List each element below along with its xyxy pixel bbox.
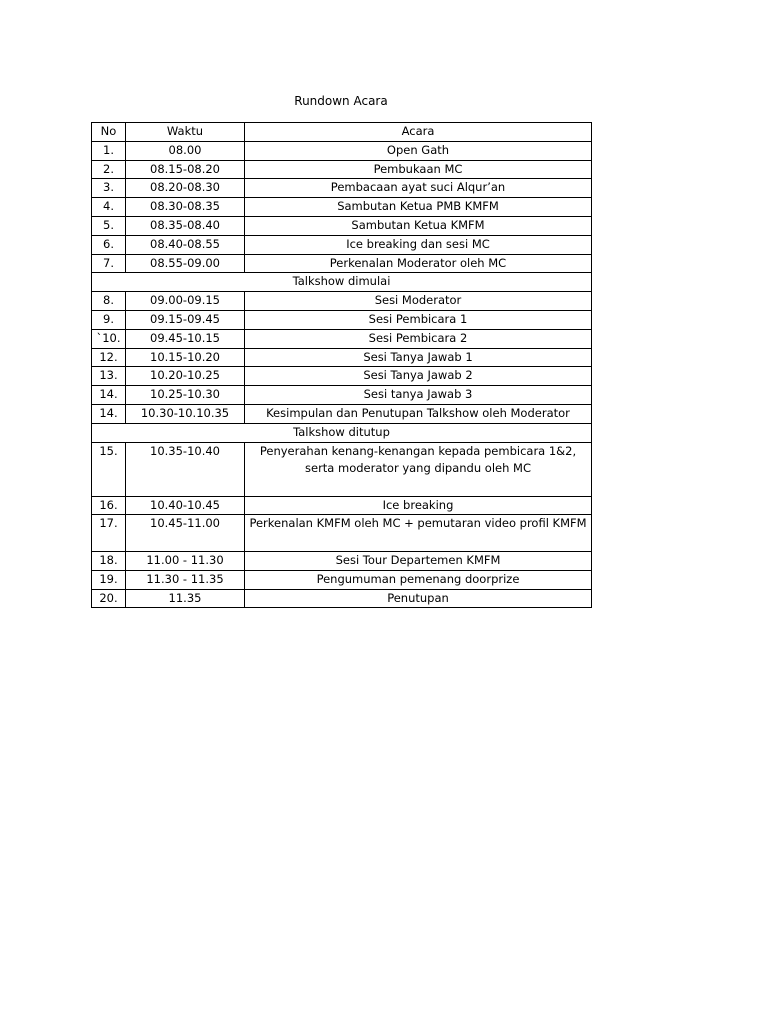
table-row	[92, 198, 592, 217]
cell-time: 11.00 - 11.30	[126, 551, 245, 570]
cell-activity: Perkenalan KMFM oleh MC + pemutaran video profil KMFM	[245, 515, 592, 552]
cell-activity: Sesi Tanya Jawab 1	[245, 348, 592, 367]
table-row	[92, 589, 592, 608]
table-row	[92, 348, 592, 367]
cell-no: 14.	[92, 404, 126, 423]
cell-time: 08.20-08.30	[126, 179, 245, 198]
table-row	[92, 496, 592, 515]
cell-no: 20.	[92, 589, 126, 608]
cell-no: 3.	[92, 179, 126, 198]
table-body	[92, 141, 592, 608]
cell-no: 13.	[92, 367, 126, 386]
cell-activity: Sesi Pembicara 1	[245, 310, 592, 329]
cell-no: 18.	[92, 551, 126, 570]
cell-time: 10.40-10.45	[126, 496, 245, 515]
table-row	[92, 404, 592, 423]
table-row	[92, 386, 592, 405]
section-row	[92, 273, 592, 292]
cell-activity: Ice breaking	[245, 496, 592, 515]
cell-no: 4.	[92, 198, 126, 217]
cell-activity: Sesi tanya Jawab 3	[245, 386, 592, 405]
cell-time: 08.00	[126, 141, 245, 160]
cell-activity: Pembacaan ayat suci Alqur’an	[245, 179, 592, 198]
cell-activity: Pembukaan MC	[245, 160, 592, 179]
cell-activity: Ice breaking dan sesi MC	[245, 235, 592, 254]
table-row	[92, 235, 592, 254]
cell-no: 12.	[92, 348, 126, 367]
cell-no: 16.	[92, 496, 126, 515]
cell-time: 11.30 - 11.35	[126, 570, 245, 589]
section-label: Talkshow ditutup	[92, 423, 592, 442]
cell-no: 8.	[92, 292, 126, 311]
table-row	[92, 570, 592, 589]
table-row	[92, 141, 592, 160]
cell-time: 10.25-10.30	[126, 386, 245, 405]
cell-no: 1.	[92, 141, 126, 160]
column-header-no: No	[92, 123, 126, 142]
cell-time: 11.35	[126, 589, 245, 608]
cell-activity: Sambutan Ketua PMB KMFM	[245, 198, 592, 217]
cell-activity: Sesi Pembicara 2	[245, 329, 592, 348]
section-label: Talkshow dimulai	[92, 273, 592, 292]
table-row	[92, 515, 592, 552]
cell-activity: Sambutan Ketua KMFM	[245, 216, 592, 235]
cell-time: 09.45-10.15	[126, 329, 245, 348]
table-row	[92, 160, 592, 179]
cell-time: 08.15-08.20	[126, 160, 245, 179]
table-row	[92, 292, 592, 311]
cell-no: 6.	[92, 235, 126, 254]
cell-time: 08.30-08.35	[126, 198, 245, 217]
cell-activity: Sesi Tour Departemen KMFM	[245, 551, 592, 570]
cell-time: 10.30-10.10.35	[126, 404, 245, 423]
table-row	[92, 310, 592, 329]
cell-time: 10.45-11.00	[126, 515, 245, 552]
cell-time: 08.35-08.40	[126, 216, 245, 235]
cell-no: 17.	[92, 515, 126, 552]
column-header-activity: Acara	[245, 123, 592, 142]
cell-time: 09.15-09.45	[126, 310, 245, 329]
cell-activity: Sesi Moderator	[245, 292, 592, 311]
rundown-table	[91, 122, 592, 608]
table-row	[92, 442, 592, 496]
column-header-time: Waktu	[126, 123, 245, 142]
table-row	[92, 551, 592, 570]
cell-activity: Kesimpulan dan Penutupan Talkshow oleh Moderator	[245, 404, 592, 423]
section-row	[92, 423, 592, 442]
cell-no: 19.	[92, 570, 126, 589]
cell-time: 10.15-10.20	[126, 348, 245, 367]
cell-activity: Penutupan	[245, 589, 592, 608]
document-title: Rundown Acara	[294, 94, 388, 108]
cell-no: 15.	[92, 442, 126, 496]
cell-activity: Pengumuman pemenang doorprize	[245, 570, 592, 589]
cell-no: `10.	[92, 329, 126, 348]
cell-no: 14.	[92, 386, 126, 405]
cell-activity: Penyerahan kenang-kenangan kepada pembicara 1&2, serta moderator yang dipandu oleh MC	[245, 442, 592, 496]
cell-no: 2.	[92, 160, 126, 179]
table-row	[92, 329, 592, 348]
cell-time: 08.55-09.00	[126, 254, 245, 273]
table-header-row	[92, 123, 592, 142]
cell-no: 9.	[92, 310, 126, 329]
cell-time: 08.40-08.55	[126, 235, 245, 254]
cell-time: 10.35-10.40	[126, 442, 245, 496]
cell-no: 7.	[92, 254, 126, 273]
cell-activity: Sesi Tanya Jawab 2	[245, 367, 592, 386]
cell-time: 09.00-09.15	[126, 292, 245, 311]
cell-activity: Open Gath	[245, 141, 592, 160]
cell-time: 10.20-10.25	[126, 367, 245, 386]
cell-activity: Perkenalan Moderator oleh MC	[245, 254, 592, 273]
table-row	[92, 254, 592, 273]
table-row	[92, 216, 592, 235]
cell-no: 5.	[92, 216, 126, 235]
table-row	[92, 179, 592, 198]
table-row	[92, 367, 592, 386]
